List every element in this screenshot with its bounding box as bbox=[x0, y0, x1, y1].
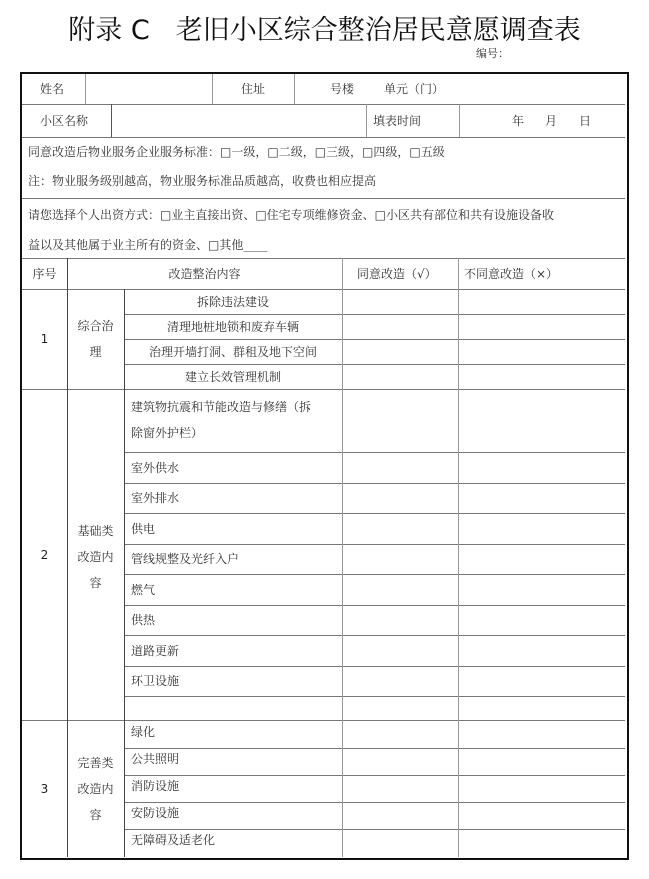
disagree-cell[interactable] bbox=[459, 483, 625, 513]
divider bbox=[459, 104, 460, 137]
item-label: 道路更新 bbox=[131, 643, 180, 658]
divider bbox=[124, 483, 625, 484]
funding-section bbox=[22, 199, 625, 259]
divider bbox=[124, 696, 625, 697]
agree-cell[interactable] bbox=[343, 605, 458, 635]
category-line: 综合治 bbox=[77, 319, 114, 333]
divider bbox=[124, 314, 625, 315]
document-title bbox=[0, 8, 649, 47]
item-label: 清理地桩地锁和废弃车辆 bbox=[166, 319, 299, 334]
agree-cell[interactable] bbox=[343, 802, 458, 829]
agree-cell[interactable] bbox=[343, 513, 458, 544]
disagree-cell[interactable] bbox=[459, 605, 625, 635]
divider bbox=[22, 104, 625, 105]
serial-number-label: 编号： bbox=[476, 47, 509, 60]
divider bbox=[294, 74, 295, 104]
category-line: 容 bbox=[89, 808, 102, 822]
item-label: 公共照明 bbox=[131, 752, 180, 766]
header-seq: 序号 bbox=[32, 267, 57, 281]
disagree-cell[interactable] bbox=[459, 452, 625, 483]
item-label-line: 建筑物抗震和节能改造与修缮（拆 bbox=[131, 400, 312, 414]
agree-cell[interactable] bbox=[343, 748, 458, 775]
service-level-option-1[interactable]: □一级， bbox=[220, 145, 268, 159]
divider bbox=[67, 258, 68, 857]
disagree-cell[interactable] bbox=[459, 748, 625, 775]
group-1-seq: 1 bbox=[40, 332, 49, 346]
agree-cell[interactable] bbox=[343, 390, 458, 452]
item-label: 建立长效管理机制 bbox=[184, 369, 281, 384]
group-1-category bbox=[67, 289, 124, 389]
funding-line-1[interactable]: 请您选择个人出资方式：□业主直接出资、□住宅专项维修资金、□小区共有部位和共有设施设备收 bbox=[28, 208, 555, 222]
agree-cell[interactable] bbox=[343, 696, 458, 720]
agree-cell[interactable] bbox=[343, 721, 458, 748]
agree-cell[interactable] bbox=[343, 364, 458, 389]
item-label: 室外排水 bbox=[131, 491, 180, 505]
category-line: 完善类 bbox=[77, 756, 114, 770]
title-prefix: 附录 C bbox=[68, 15, 150, 46]
disagree-cell[interactable] bbox=[459, 802, 625, 829]
divider bbox=[124, 748, 625, 749]
disagree-cell[interactable] bbox=[459, 339, 625, 364]
divider bbox=[124, 513, 625, 514]
divider bbox=[22, 258, 625, 259]
disagree-cell[interactable] bbox=[459, 829, 625, 857]
item-label: 供电 bbox=[131, 521, 156, 536]
category-line: 改造内 bbox=[77, 782, 114, 796]
item-label-line: 除窗外护栏） bbox=[131, 426, 204, 440]
item-label: 管线规整及光纤入户 bbox=[131, 552, 240, 566]
day-label: 日 bbox=[579, 114, 592, 128]
service-level-option-4[interactable]: □四级， bbox=[362, 145, 410, 159]
fill-time-field[interactable] bbox=[459, 105, 625, 137]
agree-cell[interactable] bbox=[343, 452, 458, 483]
fill-time-label: 填表时间 bbox=[373, 114, 422, 128]
item-label bbox=[124, 392, 342, 452]
divider bbox=[124, 574, 625, 575]
agree-cell[interactable] bbox=[343, 339, 458, 364]
name-label: 姓名 bbox=[40, 82, 65, 96]
service-level-option-2[interactable]: □二级， bbox=[267, 145, 315, 159]
item-label: 室外供水 bbox=[131, 460, 180, 475]
disagree-cell[interactable] bbox=[459, 390, 625, 452]
divider bbox=[124, 339, 625, 340]
divider bbox=[124, 802, 625, 803]
item-label: 绿化 bbox=[131, 725, 156, 739]
item-label: 消防设施 bbox=[131, 779, 180, 793]
agree-cell[interactable] bbox=[343, 635, 458, 666]
item-label: 环卫设施 bbox=[131, 674, 180, 688]
disagree-cell[interactable] bbox=[459, 364, 625, 389]
service-standard-prompt: 同意改造后物业服务企业服务标准： bbox=[28, 145, 221, 159]
disagree-cell[interactable] bbox=[459, 513, 625, 544]
disagree-cell[interactable] bbox=[459, 314, 625, 339]
service-level-option-5[interactable]: □五级 bbox=[409, 145, 445, 159]
agree-cell[interactable] bbox=[343, 775, 458, 802]
address-label: 住址 bbox=[240, 82, 265, 96]
divider bbox=[22, 289, 625, 290]
disagree-cell[interactable] bbox=[459, 721, 625, 748]
divider bbox=[212, 74, 213, 104]
category-line: 容 bbox=[89, 576, 102, 590]
name-field[interactable] bbox=[86, 74, 212, 104]
year-label: 年 bbox=[512, 114, 525, 128]
divider bbox=[124, 635, 625, 636]
disagree-cell[interactable] bbox=[459, 289, 625, 314]
header-agree: 同意改造（√） bbox=[357, 267, 437, 281]
category-line: 改造内 bbox=[77, 550, 114, 564]
agree-cell[interactable] bbox=[343, 574, 458, 605]
service-standard-section bbox=[22, 138, 625, 198]
divider bbox=[22, 198, 625, 199]
divider bbox=[124, 666, 625, 667]
divider bbox=[111, 104, 112, 137]
divider bbox=[22, 389, 625, 390]
disagree-cell[interactable] bbox=[459, 775, 625, 802]
agree-cell[interactable] bbox=[343, 289, 458, 314]
service-level-option-3[interactable]: □三级， bbox=[314, 145, 363, 159]
disagree-cell[interactable] bbox=[459, 696, 625, 720]
divider bbox=[22, 137, 625, 138]
group-2-seq: 2 bbox=[40, 548, 49, 562]
divider bbox=[22, 720, 625, 721]
agree-cell[interactable] bbox=[343, 483, 458, 513]
header-disagree: 不同意改造（×） bbox=[464, 267, 559, 281]
disagree-cell[interactable] bbox=[459, 574, 625, 605]
divider bbox=[85, 74, 86, 104]
title-main: 老旧小区综合整治居民意愿调查表 bbox=[175, 15, 581, 46]
item-label: 燃气 bbox=[131, 582, 156, 597]
group-3-category bbox=[67, 721, 124, 857]
group-2-category bbox=[67, 390, 124, 720]
group-3-seq: 3 bbox=[40, 782, 49, 796]
divider bbox=[458, 258, 459, 857]
service-standard-question bbox=[28, 146, 445, 158]
disagree-cell[interactable] bbox=[459, 666, 625, 696]
building-label: 号楼 bbox=[330, 82, 355, 96]
divider bbox=[124, 364, 625, 365]
funding-line-2[interactable]: 益以及其他属于业主所有的资金、□其他____ bbox=[28, 238, 268, 252]
agree-cell[interactable] bbox=[343, 544, 458, 574]
divider bbox=[124, 775, 625, 776]
divider bbox=[124, 452, 625, 453]
disagree-cell[interactable] bbox=[459, 635, 625, 666]
divider bbox=[124, 829, 625, 830]
item-label: 无障碍及适老化 bbox=[131, 833, 216, 847]
divider bbox=[124, 289, 125, 857]
category-line: 理 bbox=[89, 345, 102, 359]
item-label: 治理开墙打洞、群租及地下空间 bbox=[148, 344, 317, 359]
item-label: 供热 bbox=[131, 613, 156, 627]
category-line: 基础类 bbox=[77, 524, 114, 538]
agree-cell[interactable] bbox=[343, 829, 458, 857]
unit-label: 单元（门） bbox=[384, 82, 445, 96]
community-field[interactable] bbox=[112, 105, 366, 137]
agree-cell[interactable] bbox=[343, 666, 458, 696]
service-standard-note: 注：物业服务级别越高，物业服务标准品质越高，收费也相应提高 bbox=[28, 174, 377, 188]
address-field[interactable] bbox=[294, 74, 625, 104]
agree-cell[interactable] bbox=[343, 314, 458, 339]
item-label: 安防设施 bbox=[131, 806, 180, 820]
divider bbox=[366, 104, 367, 137]
divider bbox=[342, 258, 343, 857]
divider bbox=[124, 544, 625, 545]
disagree-cell[interactable] bbox=[459, 544, 625, 574]
divider bbox=[124, 605, 625, 606]
month-label: 月 bbox=[545, 114, 558, 128]
header-content: 改造整治内容 bbox=[168, 267, 241, 281]
item-label: 拆除违法建设 bbox=[196, 294, 269, 309]
community-label: 小区名称 bbox=[40, 114, 89, 128]
